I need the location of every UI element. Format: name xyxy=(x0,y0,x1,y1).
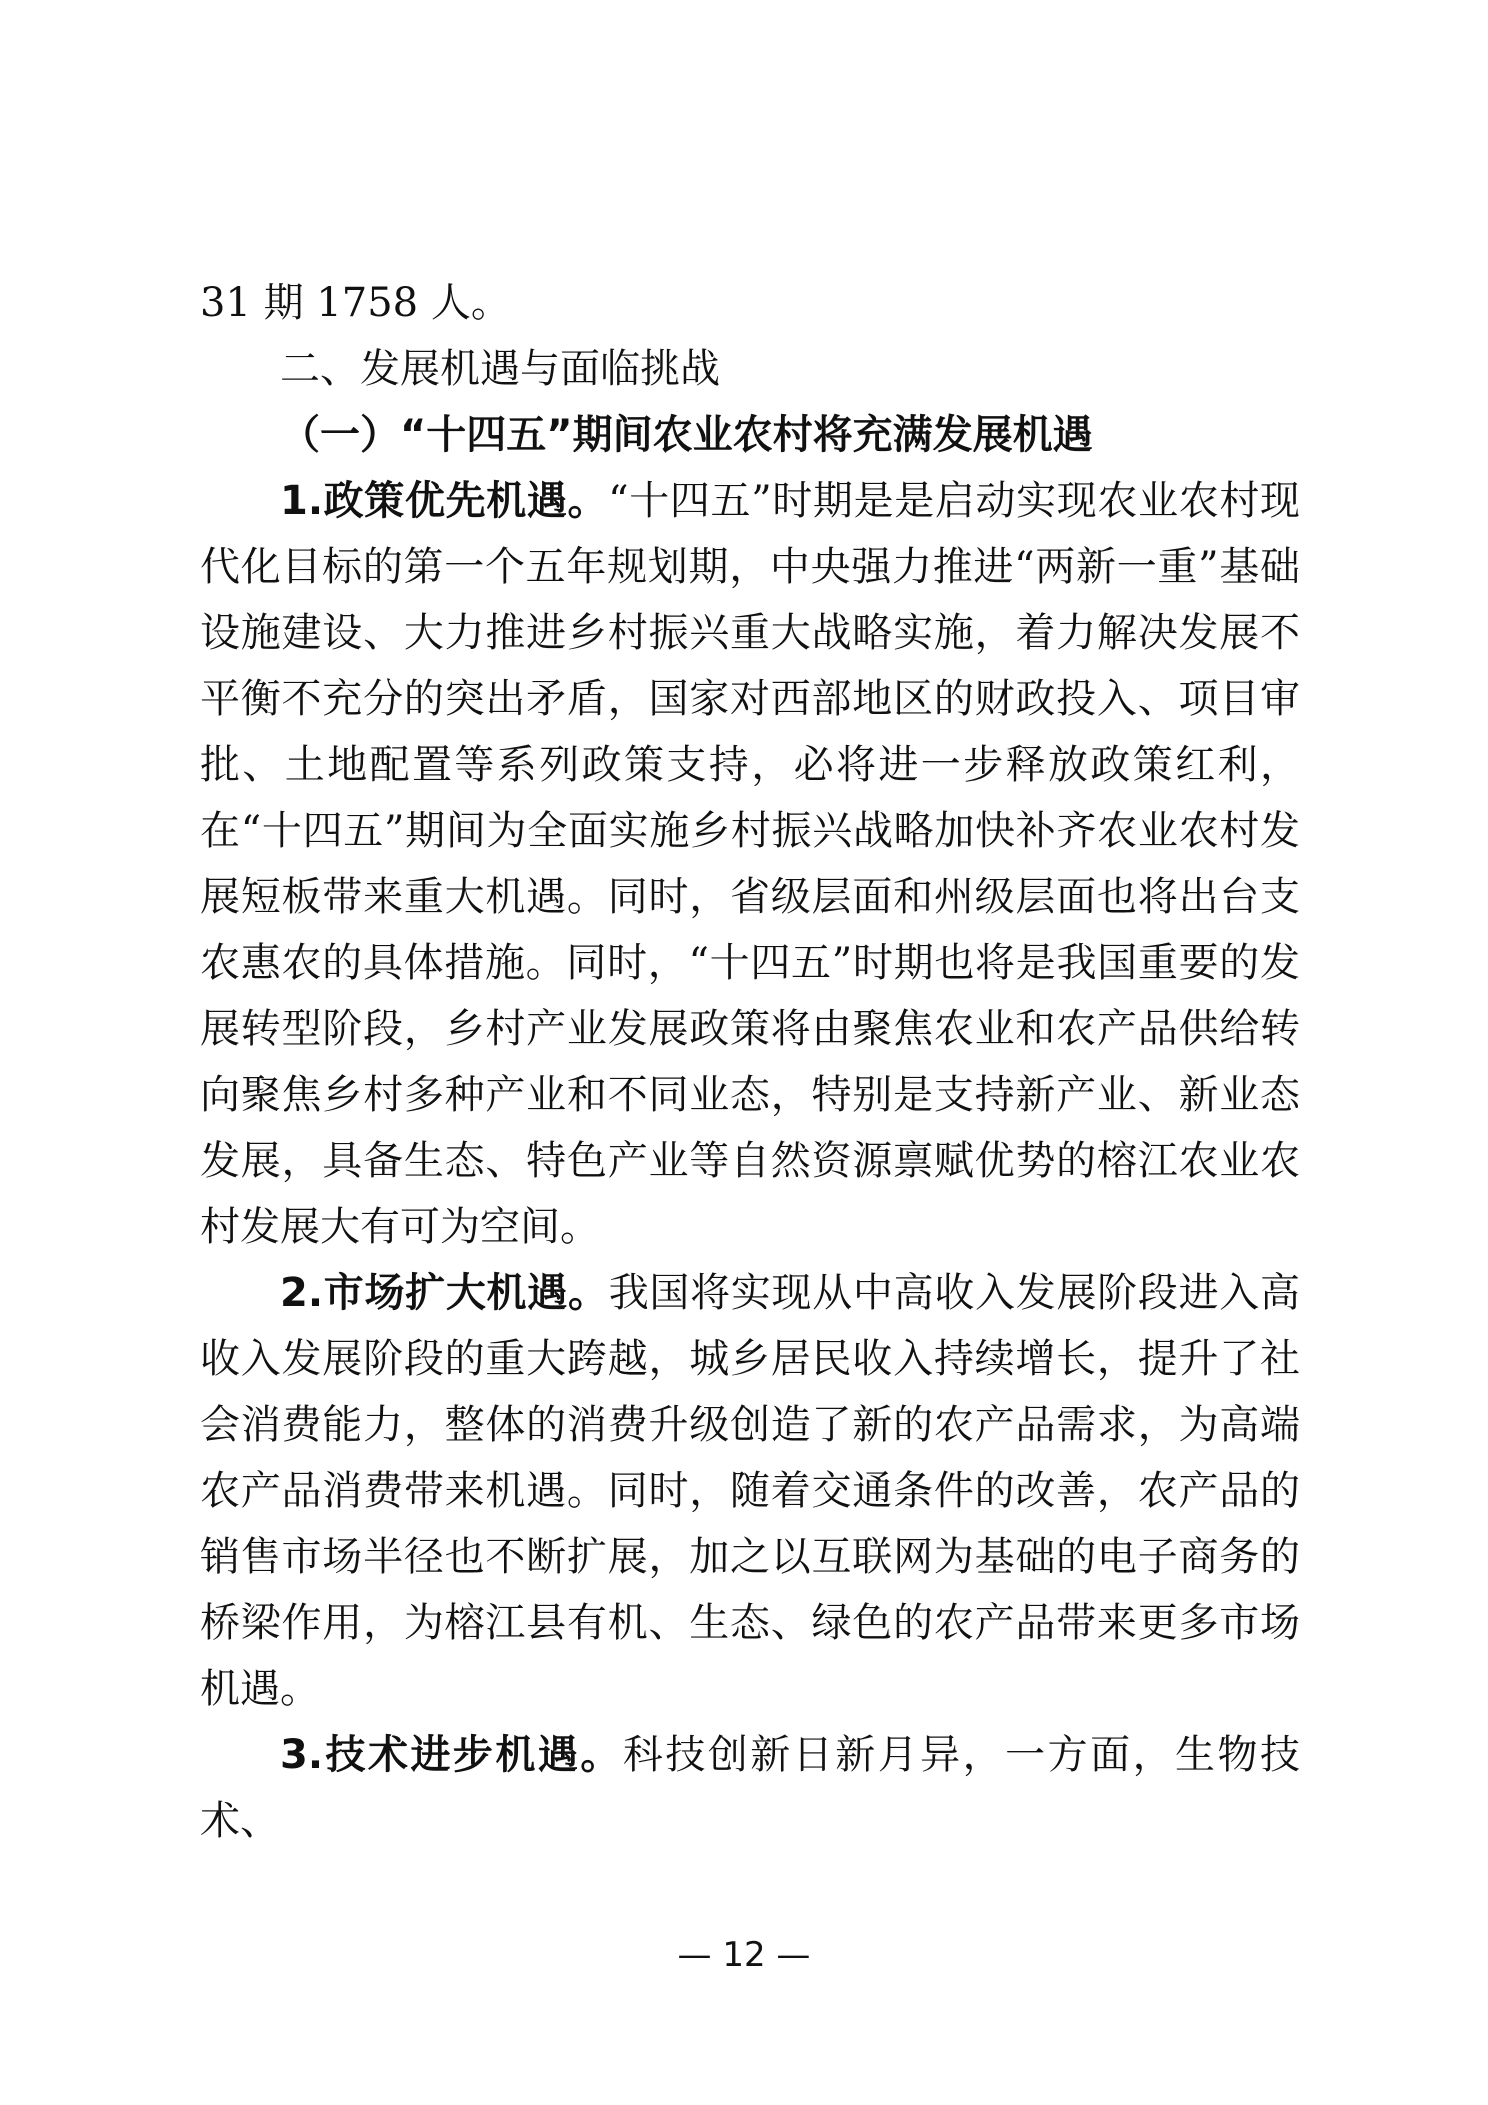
paragraph-market xyxy=(200,1260,1300,1722)
paragraph-text: 科技创新日新月异，一方面，生物技术、 xyxy=(200,1732,1300,1844)
document-body xyxy=(200,270,1300,1854)
paragraph-policy xyxy=(200,468,1300,1260)
continuation-text: 31 期 1758 人。 xyxy=(200,280,511,326)
subsection-heading: （一）“十四五”期间农业农村将充满发展机遇 xyxy=(280,412,1093,458)
paragraph-lead: 1.政策优先机遇。 xyxy=(280,478,609,524)
paragraph-text: 我国将实现从中高收入发展阶段进入高收入发展阶段的重大跨越，城乡居民收入持续增长，提升了社会消费能力，整体的消费升级创造了新的农产品需求，为高端农产品消费带来机遇。同时，随着交通条件的改善，农产品的销售市场半径也不断扩展，加之以互联网为基础的电子商务的桥梁作用，为榕江县有机、生态、绿色的农产品带来更多市场机遇。 xyxy=(200,1270,1300,1712)
section-heading: 二、发展机遇与面临挑战 xyxy=(280,346,720,392)
paragraph-lead: 2.市场扩大机遇。 xyxy=(280,1270,609,1316)
page-number: — 12 — xyxy=(677,1935,811,1975)
paragraph-lead: 3.技术进步机遇。 xyxy=(280,1732,623,1778)
paragraph-text: “十四五”时期是是启动实现农业农村现代化目标的第一个五年规划期，中央强力推进“两新一重”基础设施建设、大力推进乡村振兴重大战略实施，着力解决发展不平衡不充分的突出矛盾，国家对西部地区的财政投入、项目审批、土地配置等系列政策支持，必将进一步释放政策红利，在“十四五”期间为全面实施乡村振兴战略加快补齐农业农村发展短板带来重大机遇。同时，省级层面和州级层面也将出台支农惠农的具体措施。同时，“十四五”时期也将是我国重要的发展转型阶段，乡村产业发展政策将由聚焦农业和农产品供给转向聚焦乡村多种产业和不同业态，特别是支持新产业、新业态发展，具备生态、特色产业等自然资源禀赋优势的榕江农业农村发展大有可为空间。 xyxy=(200,478,1300,1250)
paragraph-technology xyxy=(200,1722,1300,1854)
